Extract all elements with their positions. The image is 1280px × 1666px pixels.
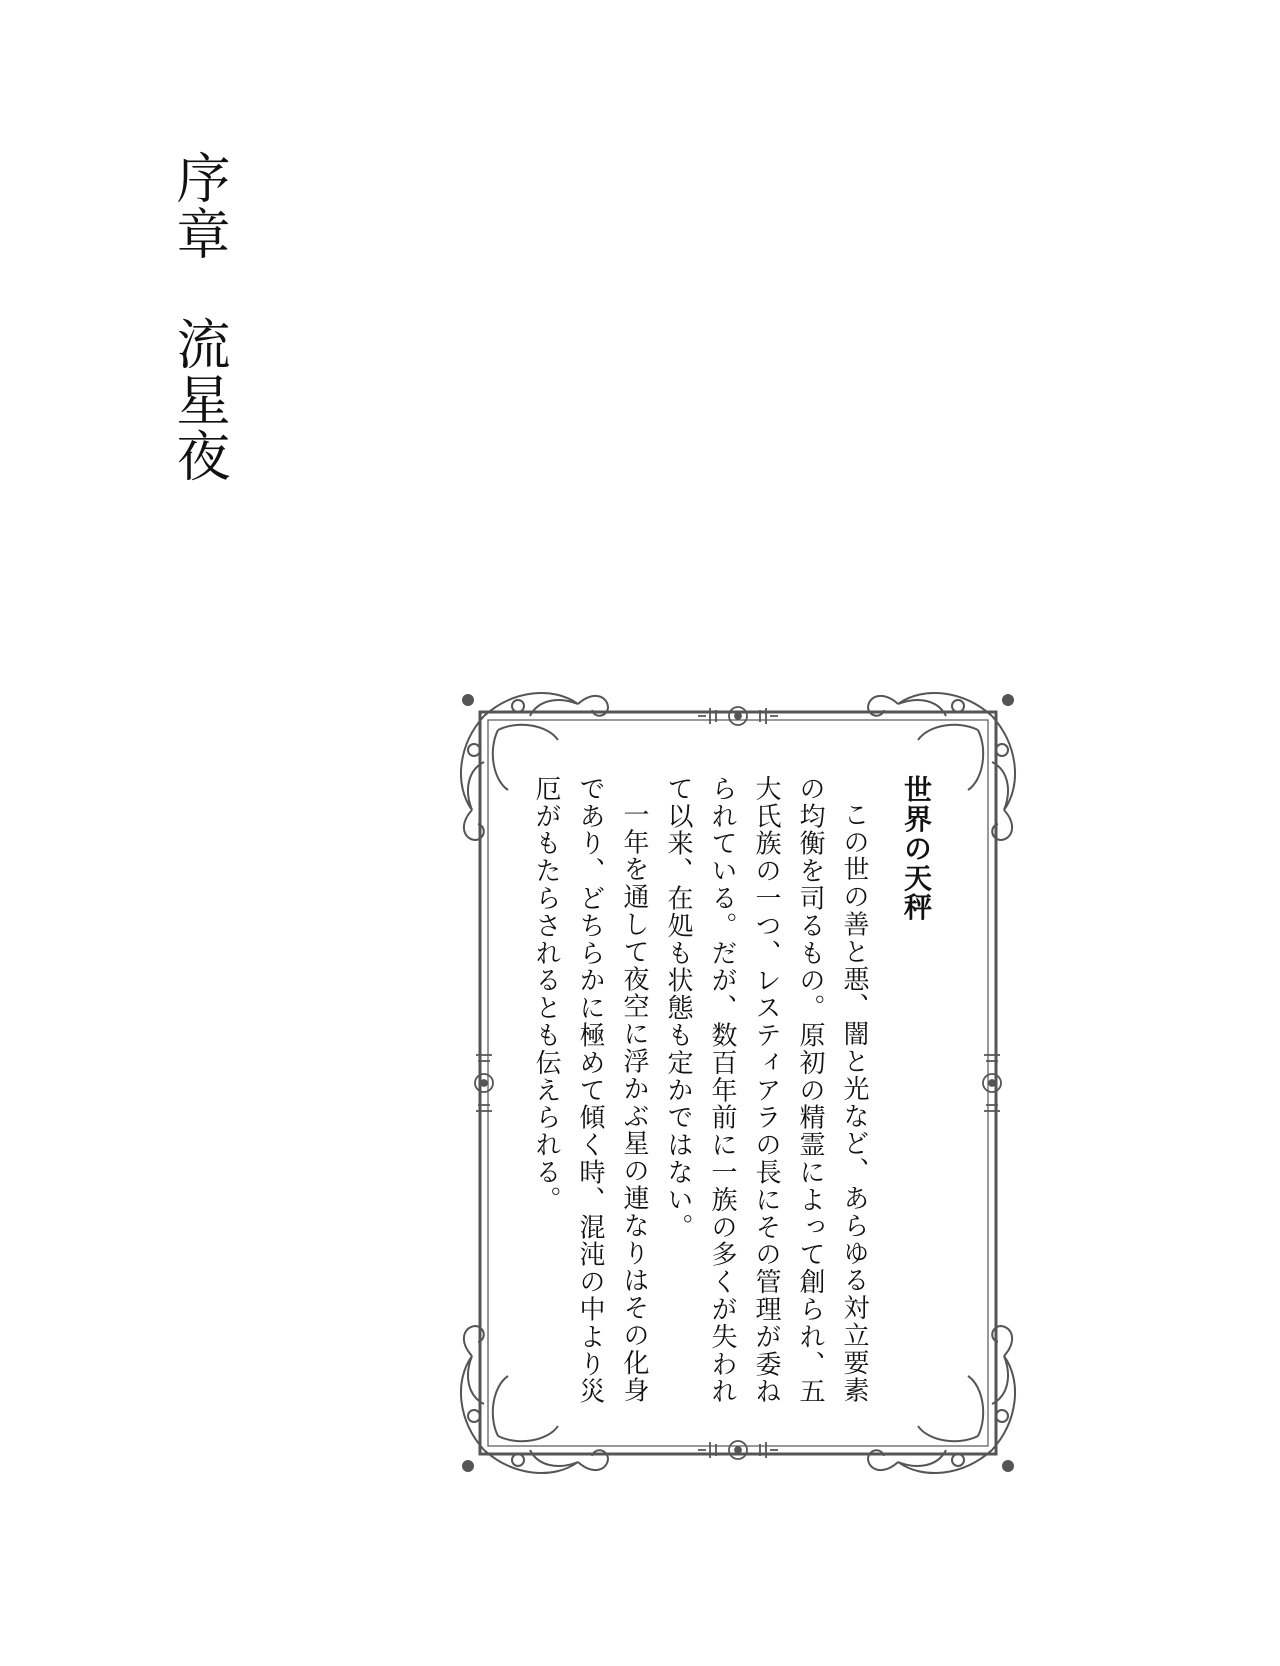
- chapter-title: [168, 150, 231, 484]
- glossary-paragraph-1: この世の善と悪、闇と光など、あらゆる対立要素の均衡を司るもの。原初の精霊によって創られ、五大氏族の一つ、レスティアラの長にその管理が委ねられている。だが、数百年前に一族の多くが失われて以来、在処も状態も定かではない。: [663, 775, 869, 1406]
- chapter-name: 流星夜: [168, 316, 231, 484]
- glossary-text: [531, 775, 938, 1415]
- glossary-box: [458, 690, 1018, 1476]
- chapter-label: 序章: [168, 150, 231, 262]
- glossary-paragraph-2: 一年を通して夜空に浮かぶ星の連なりはその化身であり、どちらかに極めて傾く時、混沌の中より災厄がもたらされるとも伝えられる。: [531, 775, 649, 1406]
- glossary-heading: 世界の天秤: [900, 775, 933, 922]
